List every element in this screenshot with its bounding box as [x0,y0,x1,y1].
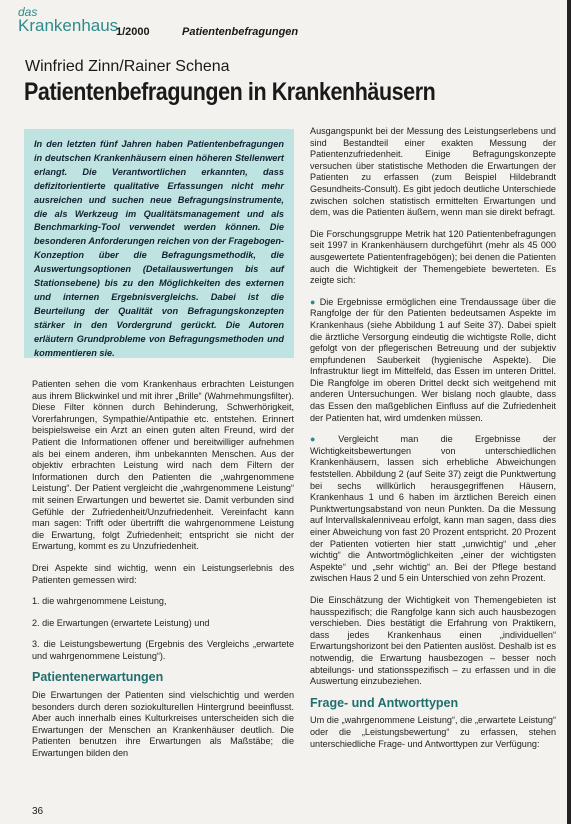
list-item: 2. die Erwartungen (erwartete Leistung) und [32,617,210,628]
bullet-item [310,297,556,425]
section-heading: Frage- und Antworttypen [310,695,459,710]
article-authors: Winfried Zinn/Rainer Schena [25,58,230,75]
issue-number: 1/2000 [116,26,150,38]
bullet-icon: ● [310,296,317,307]
bullet-text: Die Ergebnisse ermöglichen eine Trendaussage über die Rangfolge der für den Patienten bedeutsamen Aspekte im Krankenhaus (siehe Abbildung 1 auf Seite 37). Dabei spielt die ärztliche Versorgung eindeutig die wichtigste Rolle, dicht gefolgt von der pflegerischen Betreuung und der subjektiv empfundenen Sauberkeit (hygienische Aspekte). Die Infrastruktur liegt im Mittelfeld, das Essen im unteren Drittel. Die Rangfolge im oberen Drittel deckt sich weitgehend mit anderen Untersuchungen. Wer bislang noch glaubte, dass das Essen den maßgeblichen Einfluss auf die Zufriedenheit der Patienten hat, wird umdenken müssen. [310,296,557,423]
page-header [18,6,558,42]
bullet-item [310,434,556,585]
page-number: 36 [32,806,44,817]
list-item: 3. die Leistungsbewertung (Ergebnis des Vergleichs „erwartete und wahrgenommene Leistung“). [32,639,294,661]
lead-box [24,129,294,358]
lead-text: In den letzten fünf Jahren haben Patientenbefragungen in deutschen Krankenhäusern einen höheren Stellenwert erlangt. Die Verantwortlichen erkannten, dass defizitorientierte qualitative Erfassungen nicht mehr ausreichen und suchen neue Befragungsinstrumente, die als Werkzeug im Qualitätsmanagement und als Benchmarking-Tool verwendet werden können. Die besonderen Anforderungen reichen von der Fragebogen-Konzeption über die Befragungsmethodik, die Auswertungsoptionen (Detailauswertungen bis auf Stationsebene) bis zu den Möglichkeiten des externen und internen Ergebnisvergleichs. Dabei ist die Beurteilung der Qualität von Befragungskonzepten stärker in den Vordergrund gerückt. Die Autoren erläutern Grundprobleme von Befragungsmethoden und kommentieren sie. [34,139,284,358]
article-title: Patientenbefragungen in Krankenhäusern [24,78,436,106]
section-heading: Patientenerwartungen [32,670,164,685]
bullet-icon: ● [310,434,336,445]
paragraph: Die Forschungsgruppe Metrik hat 120 Patientenbefragungen seit 1997 in Krankenhäusern durchgeführt (mehr als 45 000 ausgewertete Patientenfragebögen); bei denen die Patienten auch die Wichtigkeit der Themengebiete bewerteten. Es zeigte sich: [310,228,556,286]
paragraph: Um die „wahrgenommene Leistung“, die „erwartete Leistung“ oder die „Leistungsbewertung“ zu erfassen, stehen unterschiedliche Frage- und Antworttypen zur Verfügung: [310,715,556,749]
magazine-logo [18,6,118,34]
logo-line-2: Krankenhaus [18,16,119,35]
page-edge-shadow [567,0,571,824]
bullet-text: Vergleicht man die Ergebnisse der Wichtigkeitsbewertungen von unterschiedlichen Krankenhäusern, lassen sich erhebliche Abweichungen feststellen. Abbildung 2 (auf Seite 37) zeigt die Punktwertung bei sechs willkürlich herausgegriffenen Häusern, Krankenhaus 1 und 6 haben im ärztlichen Bereich einen Punktwertungsabstand von neun Punkten. Da die Messung auf Intervallskalenniveau erfolgt, kann man sagen, dass dies einer Abweichung von fast 20 Prozent entspricht. 20 Prozent der Patienten votierten hier statt „unwichtig“ und „eher wichtig“ die Antwortmöglichkeiten „einer der wichtigsten Aspekte“ und „sehr wichtig“ an. Bei der Pflege bestand zwischen Haus 2 und 5 ein Unterschied von zehn Prozent. [310,434,556,584]
paragraph: Patienten sehen die vom Krankenhaus erbrachten Leistungen aus ihrem Blickwinkel und mit ihrer „Brille“ (Wahrnehmungsfilter). Diese Filter können durch Behinderung, Schwerhörigkeit, Vorerfahrungen, Sympathie/Antipathie etc. entstehen. Erinnert beispielsweise ein Arzt an einen guten alten Freund, wird der Patient die Informationen offener und bereitwilliger aufnehmen als bei einem anderen, ihm unbekannten Menschen. Aus der objektiv erbrachten Leistung wird nach dem Filtern der Informationen durch den Patienten die „wahrgenommene Leistung“. Der Patient vergleicht die „wahrgenommene Leistung“ mit seinen Erwartungen und bewertet sie. Damit verbunden sind Gefühle der Zufriedenheit/Unzufriedenheit. Vereinfacht kann man sagen: Trifft oder übertrifft die wahrgenommene Leistung die Erwartung, folgt Zufriedenheit; entspricht sie nicht der Erwartung, kommt es zu Unzufriedenheit. [32,379,294,552]
paragraph: Die Erwartungen der Patienten sind vielschichtig und werden besonders durch deren soziokulturellen Hintergrund beeinflusst. Aber auch innerhalb eines Kulturkreises unterscheiden sich die Erwartungen der Menschen an Krankenhäuser deutlich. Die Patienten benutzen ihre Erwartungen als Maßstäbe; die Erwartungen bilden den [32,690,294,759]
list-item: 1. die wahrgenommene Leistung, [32,596,167,607]
paragraph: Drei Aspekte sind wichtig, wenn ein Leistungserlebnis des Patienten gemessen wird: [32,562,294,585]
right-column [310,126,556,760]
paragraph: Die Einschätzung der Wichtigkeit von Themengebieten ist hausspezifisch; die Rangfolge kann sich auch hausbezogen verschieben. Dies bestätigt die Erfahrung von Praktikern, dass jedes Krankenhaus einen „individuellen“ Erwartungshorizont bei den Patienten auslöst. Deshalb ist es notwendig, die Erwartung hausbezogen – besser noch abteilungs- und stationsspezifisch – zu erfassen und in die Auswertung einzubeziehen. [310,594,556,687]
section-title: Patientenbefragungen [182,26,299,38]
paragraph: Ausgangspunkt bei der Messung des Leistungserlebens und sind Bestandteil einer exakten Messung der Patientenzufriedenheit. Einige Befragungskonzepte versuchen über statistische Methoden die Erwartungen der Patienten zu erfassen (zum Beispiel Hildebrandt Gesundheits-Consult). Es gibt jedoch deutliche Unterschiede zwischen solchen statistisch ermittelten Erwartungen und dem, was die Patienten äußern, wenn man sie direkt befragt. [310,126,556,218]
logo-line-1: das [18,5,38,19]
left-column [32,379,294,770]
